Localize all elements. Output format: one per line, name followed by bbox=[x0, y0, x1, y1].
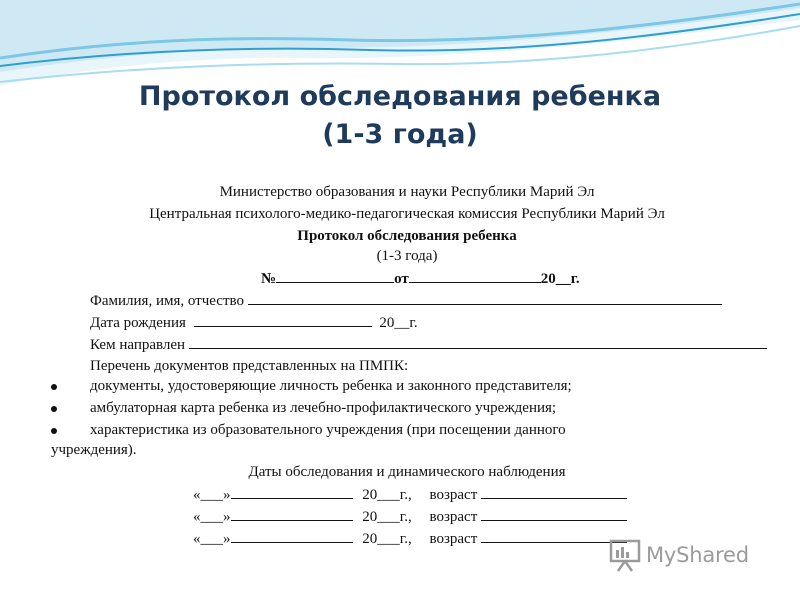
dates-row-year: 20___г., bbox=[362, 531, 412, 547]
number-blank bbox=[276, 268, 394, 283]
dates-row-month-blank bbox=[231, 506, 353, 521]
referred-blank bbox=[189, 334, 767, 349]
bullet-icon bbox=[51, 384, 57, 390]
fio-line bbox=[90, 290, 722, 311]
dates-heading: Даты обследования и динамического наблюдения bbox=[248, 464, 566, 480]
document-title: Протокол обследования ребенка bbox=[297, 228, 517, 244]
dates-row-month-blank bbox=[231, 528, 353, 543]
dates-row-month-blank bbox=[231, 484, 353, 499]
bullet-icon bbox=[51, 406, 57, 412]
referred-label: Кем направлен bbox=[90, 337, 186, 353]
referred-line bbox=[90, 334, 767, 355]
dates-row bbox=[193, 506, 627, 527]
dates-row-day: «___» bbox=[193, 509, 231, 525]
docs-item-1: документы, удостоверяющие личность ребенка и законного представителя; bbox=[90, 378, 572, 394]
docs-item-3: характеристика из образовательного учреждения (при посещении данного bbox=[90, 422, 566, 438]
date-blank bbox=[409, 268, 541, 283]
commission-line: Центральная психолого-медико-педагогическая комиссия Республики Марий Эл bbox=[149, 206, 665, 222]
docs-item-2: амбулаторная карта ребенка из лечебно-профилактического учреждения; bbox=[90, 400, 557, 416]
dates-row-year: 20___г., bbox=[362, 509, 412, 525]
number-label: № bbox=[261, 271, 277, 287]
docs-heading: Перечень документов представленных на ПМПК: bbox=[90, 358, 409, 374]
dates-row-day: «___» bbox=[193, 487, 231, 503]
docs-item-3-continuation: учреждения). bbox=[51, 442, 137, 458]
fio-label: Фамилия, имя, отчество bbox=[90, 293, 244, 309]
dates-row-age-blank bbox=[481, 484, 627, 499]
number-line bbox=[261, 268, 580, 289]
dates-row bbox=[193, 528, 627, 549]
birth-blank bbox=[194, 312, 372, 327]
bullet-icon bbox=[51, 428, 57, 434]
presentation-board-icon bbox=[608, 537, 642, 573]
fio-blank bbox=[248, 290, 722, 305]
dates-row-year: 20___г., bbox=[362, 487, 412, 503]
year-label: 20__г. bbox=[540, 271, 580, 287]
protocol-document bbox=[43, 176, 771, 550]
dates-row-age-blank bbox=[481, 528, 627, 543]
dates-row-age-label: возраст bbox=[429, 509, 478, 525]
watermark-text: MyShared bbox=[646, 543, 749, 567]
slide-title bbox=[0, 78, 800, 154]
birth-label: Дата рождения bbox=[90, 315, 186, 331]
from-label: от bbox=[394, 271, 409, 287]
myshared-watermark bbox=[608, 537, 768, 577]
slide-title-line2: (1-3 года) bbox=[322, 119, 478, 150]
birth-line bbox=[90, 312, 418, 333]
dates-row-day: «___» bbox=[193, 531, 231, 547]
document-age: (1-3 года) bbox=[376, 248, 438, 264]
dates-row-age-blank bbox=[481, 506, 627, 521]
dates-row-age-label: возраст bbox=[429, 487, 478, 503]
ministry-line: Министерство образования и науки Республики Марий Эл bbox=[219, 184, 595, 200]
birth-year: 20__г. bbox=[379, 315, 418, 331]
slide-title-line1: Протокол обследования ребенка bbox=[138, 81, 662, 112]
dates-row bbox=[193, 484, 627, 505]
dates-row-age-label: возраст bbox=[429, 531, 478, 547]
